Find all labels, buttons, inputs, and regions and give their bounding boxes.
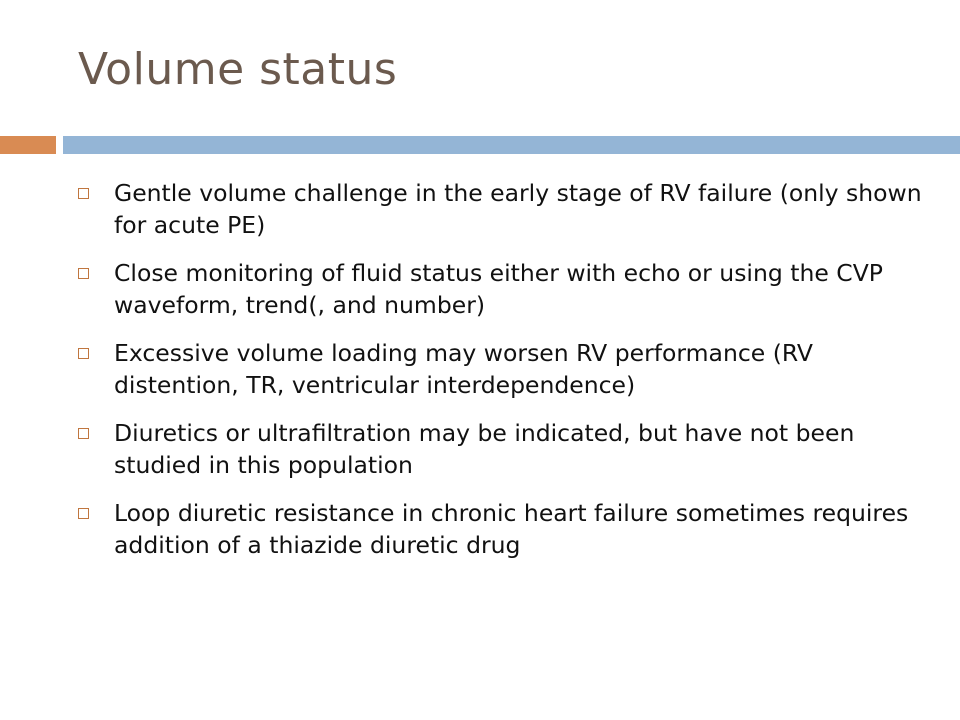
bullet-list — [76, 178, 936, 578]
bullet-text: Loop diuretic resistance in chronic heart failure sometimes requires addition of a thiazide diuretic drug — [114, 499, 909, 559]
bullet-text: Diuretics or ultrafiltration may be indicated, but have not been studied in this population — [114, 419, 855, 479]
bullet-item — [76, 418, 936, 481]
hollow-square-icon — [78, 348, 89, 359]
bullet-item — [76, 258, 936, 321]
slide-title: Volume status — [78, 44, 398, 95]
bullet-item — [76, 178, 936, 241]
bullet-text: Close monitoring of fluid status either with echo or using the CVP waveform, trend(, and number) — [114, 259, 883, 319]
bullet-item — [76, 338, 936, 401]
bullet-text: Excessive volume loading may worsen RV performance (RV distention, TR, ventricular interdependence) — [114, 339, 813, 399]
bullet-text: Gentle volume challenge in the early stage of RV failure (only shown for acute PE) — [114, 179, 922, 239]
bullet-item — [76, 498, 936, 561]
title-underline-bar — [63, 136, 960, 154]
hollow-square-icon — [78, 268, 89, 279]
title-underline-accent — [0, 136, 56, 154]
hollow-square-icon — [78, 188, 89, 199]
hollow-square-icon — [78, 508, 89, 519]
hollow-square-icon — [78, 428, 89, 439]
